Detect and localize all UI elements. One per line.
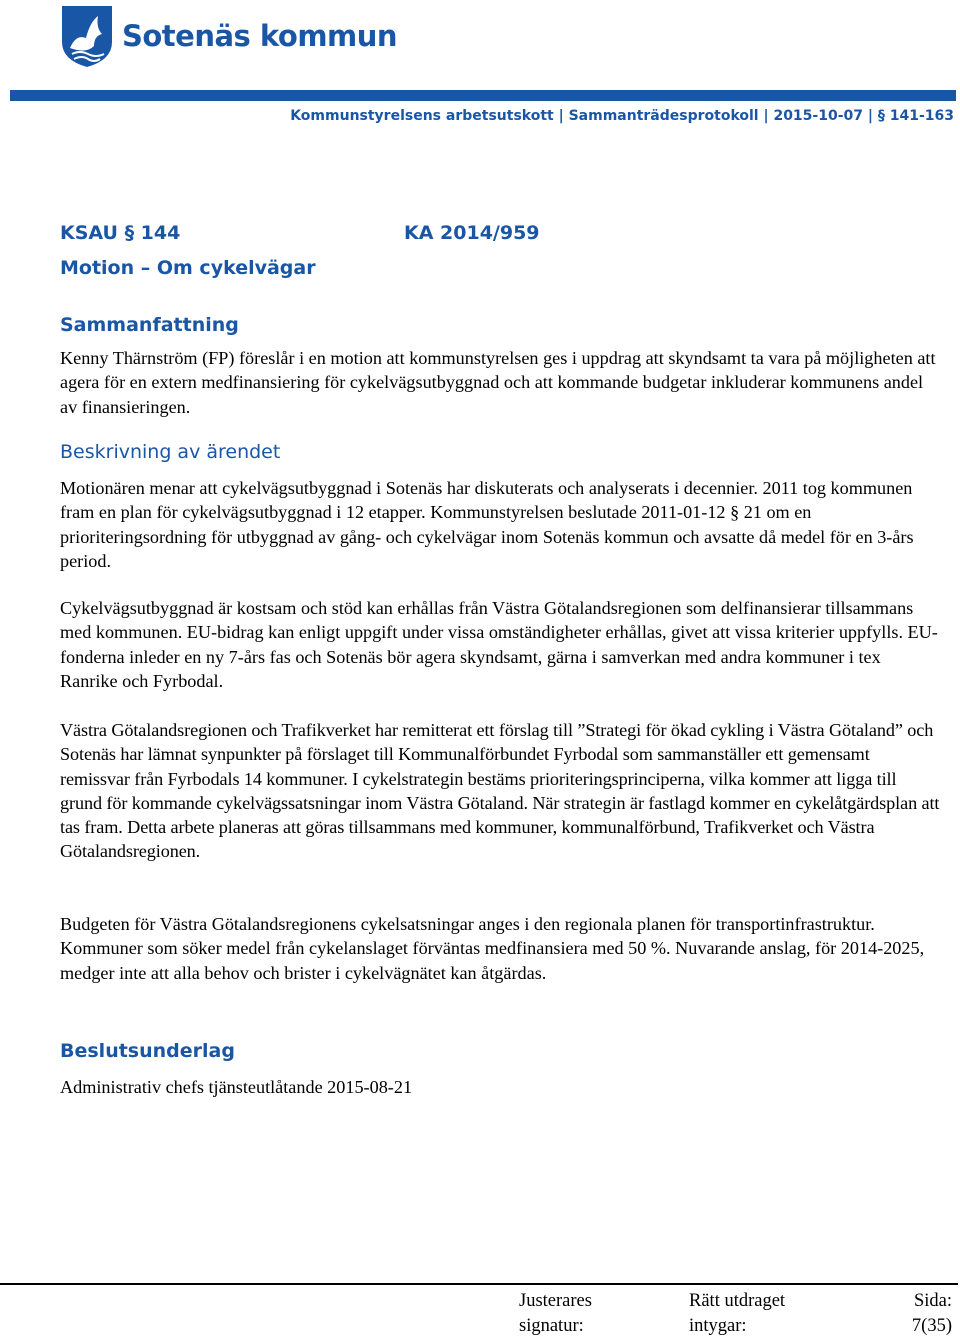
case-number: KA 2014/959 (404, 222, 540, 244)
certified-label-line-1: Rätt utdraget (689, 1291, 786, 1311)
running-head: Kommunstyrelsens arbetsutskott | Sammanträdesprotokoll | 2015-10-07 | § 141-163 (290, 108, 954, 124)
basis-text: Administrativ chefs tjänsteutlåtande 2015-08-21 (60, 1077, 413, 1097)
page-number: 7(35) (911, 1316, 952, 1336)
coat-of-arms-icon (60, 4, 114, 68)
footer-rule (0, 1283, 958, 1285)
description-paragraph-3: Västra Götalandsregionen och Trafikverket har remitterat ett förslag till ”Strategi för ökad cykling i Västra Götaland” och Sotenäs har lämnat synpunkter på förslaget till Kommunalförbundet Fyrbodal som sammanställer ett gemensamt remissvar från Fyrbodals 14 kommuner. I cykelstrategin bestäms prioriteringsprinciperna, vilka kommer att ligga till grund för kommande cykelvägssatsningar inom Västra Götaland. När strategin är fastlagd kommer en cykelåtgärdsplan att tas fram. Detta arbete planeras att göras tillsammans med kommuner, kommunalförbund, Trafikverket och Västra Götalandsregionen. (60, 720, 940, 862)
page-label: Sida: (913, 1291, 952, 1311)
item-title: Motion – Om cykelvägar (60, 257, 316, 279)
adjuster-label-line-1: Justerares (519, 1291, 592, 1311)
description-paragraph-4: Budgeten för Västra Götalandsregionens cykelsatsningar anges i den regionala planen för transportinfrastruktur. Kommuner som söker medel från cykelanslaget förväntas medfinansiera med 50 %. Nuvarande anslag, för 2014-2025, medger inte att alla behov och brister i cykelvägnätet kan åtgärdas. (60, 914, 925, 983)
description-paragraph-2: Cykelvägsutbyggnad är kostsam och stöd kan erhållas från Västra Götalandsregionen som delfinansierar tillsammans med kommunen. EU-bidrag kan enligt uppgift under vissa omständigheter erhållas, givet att vissa kriterier uppfylls. EU-fonderna inleder en ny 7-års fas och Sotenäs bör agera skyndsamt, gärna i samverkan med andra kommuner i tex Ranrike och Fyrbodal. (60, 598, 938, 691)
summary-heading: Sammanfattning (60, 314, 239, 336)
municipality-logo (60, 3, 397, 69)
page-indicator (912, 1289, 952, 1339)
basis-heading: Beslutsunderlag (60, 1040, 235, 1062)
adjuster-label-line-2: signatur: (519, 1316, 584, 1336)
summary-text: Kenny Thärnström (FP) föreslår i en motion att kommunstyrelsen ges i uppdrag att skyndsamt ta vara på möjligheten att agera för en extern medfinansiering för cykelvägsutbyggnad och att kommande budgetar inkluderar kommunens andel av finansieringen. (60, 348, 936, 417)
description-heading: Beskrivning av ärendet (60, 441, 281, 463)
certified-label-line-2: intygar: (689, 1316, 747, 1336)
paragraph-number: KSAU § 144 (60, 222, 181, 244)
description-paragraph-1: Motionären menar att cykelvägsutbyggnad i Sotenäs har diskuterats och analyserats i decennier. 2011 tog kommunen fram en plan för cykelvägsutbyggnad i 12 etapper. Kommunstyrelsen beslutade 2011-01-12 § 21 om en prioriteringsordning för utbyggnad av gång- och cykelvägar inom Sotenäs kommun och avsatte då medel för en 3-års period. (60, 478, 914, 571)
adjuster-signature-label (519, 1289, 592, 1339)
logo-wordmark: Sotenäs kommun (122, 19, 398, 53)
header-rule (10, 90, 956, 101)
certified-extract-label (689, 1289, 785, 1339)
